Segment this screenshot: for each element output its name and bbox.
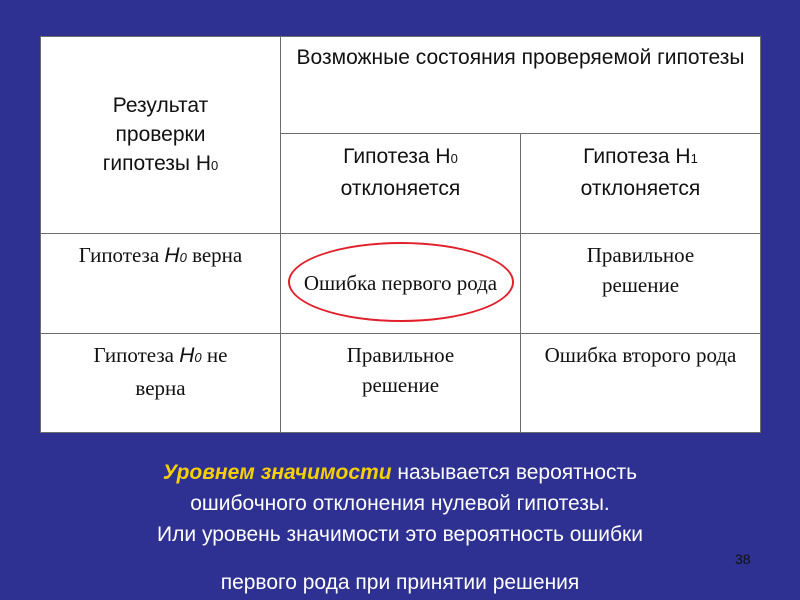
definition-line-3: Или уровень значимости это вероятность ошибки xyxy=(157,523,643,546)
correct-decision-cell-2 xyxy=(281,334,521,433)
row1-label-b: верна xyxy=(186,243,243,267)
correct-decision-cell-1 xyxy=(521,234,761,334)
type-two-error-text: Ошибка второго рода xyxy=(544,343,737,367)
hypothesis-table-box xyxy=(40,36,760,432)
type-one-error-cell xyxy=(281,234,521,334)
result-column-sub: 0 xyxy=(211,157,219,173)
row-h0-true-label xyxy=(41,234,281,334)
definition-line-1-rest: называется вероятность xyxy=(391,461,638,484)
states-title: Возможные состояния проверяемой гипотезы xyxy=(296,46,745,69)
row1-label-h: H xyxy=(164,244,180,267)
correct-decision-text-1: Правильное решение xyxy=(586,243,695,297)
row2-label-a: Гипотеза xyxy=(93,343,180,367)
definition-line-4: первого рода при принятии решения xyxy=(220,571,580,594)
col-h0-rejected xyxy=(281,134,521,234)
type-two-error-cell xyxy=(521,334,761,433)
row2-label-sub: 0 xyxy=(194,350,202,365)
correct-decision-text-2: Правильное решение xyxy=(346,343,455,397)
col1-label: Гипотеза H xyxy=(343,145,451,168)
col1-sub: 0 xyxy=(450,151,458,166)
type-one-error-text: Ошибка первого рода xyxy=(303,271,498,295)
significance-term: Уровнем значимости xyxy=(162,461,392,484)
col2-sub: 1 xyxy=(690,151,698,166)
col1-label-b: отклоняется xyxy=(340,177,461,200)
row2-label-b: не верна xyxy=(135,343,228,400)
row-h0-false-label xyxy=(41,334,281,433)
row2-label-h: H xyxy=(179,344,195,367)
hypothesis-table xyxy=(40,36,761,433)
row1-label-sub: 0 xyxy=(179,250,187,265)
definition-line-1 xyxy=(0,458,800,487)
col2-label: Гипотеза H xyxy=(583,145,691,168)
col-h1-rejected xyxy=(521,134,761,234)
col2-label-b: отклоняется xyxy=(580,177,701,200)
result-column-text: Результат проверки гипотезы H xyxy=(102,93,212,175)
page-number: 38 xyxy=(735,551,751,567)
states-header xyxy=(281,37,761,134)
result-column-header xyxy=(41,37,281,234)
row1-label-a: Гипотеза xyxy=(78,243,165,267)
definition-line-2: ошибочного отклонения нулевой гипотезы. xyxy=(190,492,610,515)
